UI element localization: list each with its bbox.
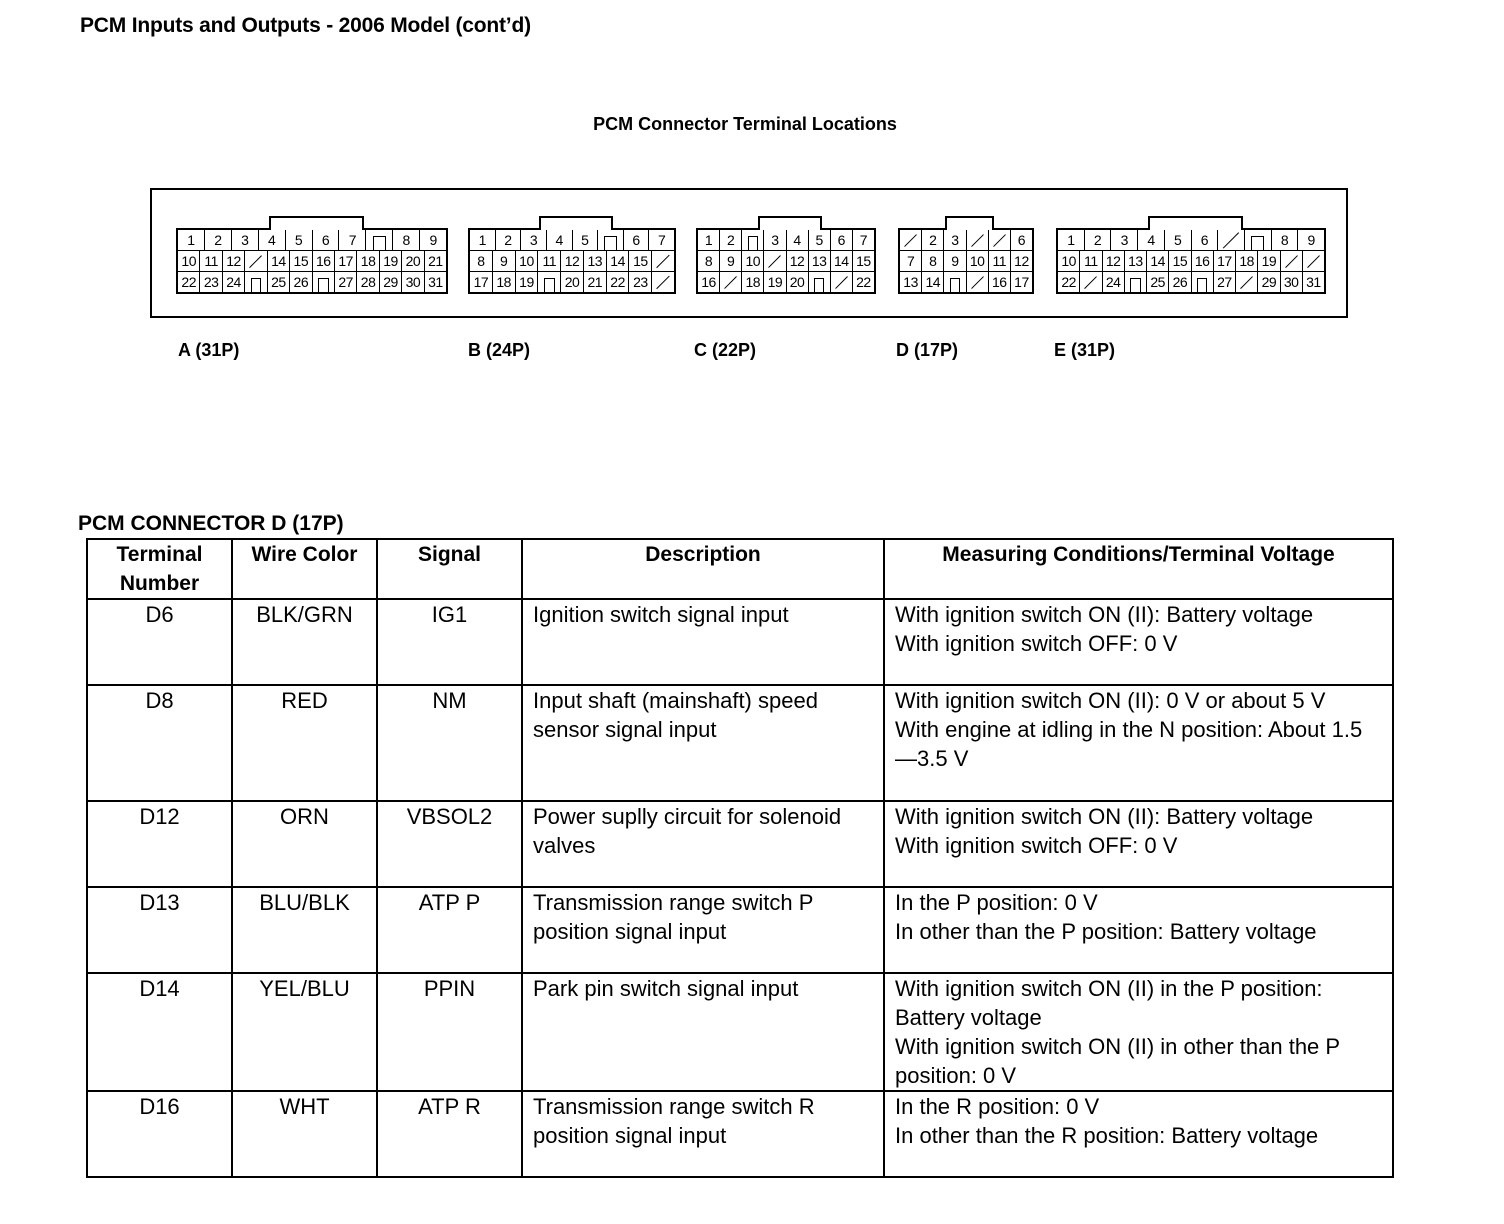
terminal-pin: 2 [720,230,742,251]
connector-latch [945,216,994,230]
signal-cell: VBSOL2 [377,801,522,887]
terminal-pin: 12 [223,251,245,272]
header-description: Description [522,539,884,599]
table-title: PCM CONNECTOR D (17P) [78,512,344,535]
terminal-pin: 21 [584,272,607,292]
terminal-cell: D14 [87,973,232,1091]
terminal-pin: 6 [831,230,853,251]
terminal-key-notch [1245,230,1272,251]
connector-d-label: D (17P) [896,340,959,360]
terminal-row [1058,251,1324,272]
terminal-pin: 17 [1214,251,1236,272]
terminal-blank [1236,272,1258,292]
terminal-pin: 2 [922,230,944,251]
terminal-pin: 19 [764,272,786,292]
terminal-row [1058,230,1324,251]
terminal-pin: 29 [380,272,402,292]
terminal-pin: 31 [428,274,443,290]
terminal-pin: 9 [420,230,446,251]
signal-cell: ATP P [377,887,522,973]
terminal-pin: 30 [402,272,424,292]
terminal-pin: 2 [496,230,522,251]
terminal-pin: 1 [470,230,496,251]
terminal-pin: 1 [1058,230,1085,251]
terminal-cell: D8 [87,685,232,801]
terminal-pin: 14 [922,272,944,292]
terminal-pin: 10 [516,251,539,272]
description-cell: Park pin switch signal input [522,973,884,1091]
terminal-pin: 1 [698,230,720,251]
header-terminal: Terminal Number [87,539,232,599]
terminal-pin: 24 [1103,272,1125,292]
terminal-pin: 10 [1058,251,1080,272]
condition-line: With ignition switch ON (II) in other than the P position: 0 V [895,1034,1340,1088]
terminal-pin: 25 [1147,272,1169,292]
connector-latch [269,216,364,230]
terminal-pin: 4 [1138,230,1165,251]
terminal-pin: 7 [853,230,874,251]
terminal-cell: D12 [87,801,232,887]
terminal-row [470,230,674,251]
terminal-pin: 18 [493,272,516,292]
terminal-pin: 16 [1192,251,1214,272]
terminal-pin: 13 [584,251,607,272]
connector-a-label: A (31P) [178,340,240,360]
condition-line: In other than the P position: Battery voltage [895,919,1317,944]
wire-color-cell: WHT [232,1091,377,1177]
header-wire-color: Wire Color [232,539,377,599]
terminal-pin: 29 [1258,272,1280,292]
description-cell: Power suplly circuit for solenoid valves [522,801,884,887]
terminal-pin: 9 [720,251,742,272]
terminal-blank [652,251,674,272]
terminal-key-notch [809,272,831,292]
terminal-pin: 14 [268,251,290,272]
terminal-pin: 13 [809,251,831,272]
terminal-pin: 9 [493,251,516,272]
terminal-pin: 12 [1011,251,1032,272]
terminal-pin: 8 [698,251,720,272]
condition-line: With ignition switch OFF: 0 V [895,631,1178,656]
terminal-pin: 12 [787,251,809,272]
terminal-pin: 12 [561,251,584,272]
terminal-pin: 6 [1192,230,1219,251]
terminal-pin: 8 [1272,230,1299,251]
terminal-row [178,272,446,292]
header-signal: Signal [377,539,522,599]
condition-line: In other than the R position: Battery voltage [895,1123,1319,1148]
conditions-cell [884,801,1393,887]
connector-latch [758,216,822,230]
conditions-cell [884,599,1393,685]
terminal-pin: 22 [607,272,630,292]
connector-d-table [86,538,1394,1178]
terminal-pin: 10 [967,251,989,272]
table-row [87,1091,1393,1177]
conditions-cell [884,973,1393,1091]
terminal-key-notch [245,272,267,292]
terminal-pin: 10 [742,251,764,272]
connector-a [176,228,448,294]
condition-line: With ignition switch OFF: 0 V [895,833,1178,858]
terminal-pin: 13 [1125,251,1147,272]
connector-b-label: B (24P) [468,340,531,360]
description-cell: Transmission range switch R position signal input [522,1091,884,1177]
terminal-pin: 3 [944,230,966,251]
terminal-pin: 1 [178,230,205,251]
terminal-pin: 8 [470,251,493,272]
terminal-pin: 17 [335,251,357,272]
terminal-pin: 18 [357,251,379,272]
terminal-row [1058,272,1324,292]
condition-line: With ignition switch ON (II): Battery voltage [895,602,1314,627]
condition-line: In the R position: 0 V [895,1094,1100,1119]
terminal-pin: 27 [335,272,357,292]
terminal-key-notch [1125,272,1147,292]
terminal-pin: 12 [1103,251,1125,272]
terminal-pin: 5 [1165,230,1192,251]
terminal-pin: 24 [223,272,245,292]
terminal-pin: 20 [787,272,809,292]
terminal-pin: 3 [232,230,259,251]
description-cell: Ignition switch signal input [522,599,884,685]
terminal-pin: 9 [1298,230,1324,251]
terminal-key-notch [944,272,966,292]
terminal-pin: 30 [1281,272,1303,292]
terminal-pin: 22 [856,274,871,290]
terminal-pin: 15 [1169,251,1191,272]
terminal-pin: 7 [339,230,366,251]
terminal-row [698,230,874,251]
description-cell: Input shaft (mainshaft) speed sensor signal input [522,685,884,801]
terminal-row [698,272,874,292]
terminal-pin: 4 [787,230,809,251]
terminal-row [470,251,674,272]
terminal-row [900,272,1032,292]
terminal-pin: 10 [178,251,200,272]
connector-d [898,228,1034,294]
condition-line: With ignition switch ON (II) in the P position: Battery voltage [895,976,1323,1030]
terminal-pin: 8 [922,251,944,272]
connector-latch [539,216,612,230]
terminal-pin: 17 [470,272,493,292]
terminal-pin: 6 [624,230,650,251]
terminal-cell: D16 [87,1091,232,1177]
diagram-title: PCM Connector Terminal Locations [593,114,897,134]
terminal-key-notch [366,230,393,251]
terminal-blank [720,272,742,292]
terminal-pin: 19 [380,251,402,272]
terminal-pin: 16 [989,272,1011,292]
terminal-pin: 17 [1014,274,1029,290]
terminal-pin: 26 [290,272,312,292]
terminal-pin: 21 [425,251,446,272]
terminal-cell: D6 [87,599,232,685]
terminal-key-notch [598,230,624,251]
signal-cell: IG1 [377,599,522,685]
connector-b [468,228,676,294]
terminal-pin: 31 [1306,274,1321,290]
terminal-pin: 13 [900,272,922,292]
terminal-pin: 11 [538,251,561,272]
signal-cell: NM [377,685,522,801]
terminal-pin: 20 [561,272,584,292]
table-row [87,887,1393,973]
terminal-pin: 25 [268,272,290,292]
terminal-blank [967,230,989,251]
terminal-key-notch [538,272,561,292]
terminal-pin: 15 [853,251,874,272]
table-row [87,599,1393,685]
terminal-blank [652,272,674,292]
pcm-housing [150,188,1348,318]
terminal-pin: 14 [1147,251,1169,272]
terminal-pin: 5 [573,230,599,251]
terminal-pin: 3 [521,230,547,251]
terminal-blank [831,272,853,292]
terminal-pin: 26 [1169,272,1191,292]
terminal-cell: D13 [87,887,232,973]
terminal-pin: 22 [178,272,200,292]
condition-line: With ignition switch ON (II): 0 V or about 5 V [895,688,1326,713]
connector-e [1056,228,1326,294]
terminal-blank [1080,272,1102,292]
terminal-row [900,251,1032,272]
table-header-row [87,539,1393,599]
terminal-blank [245,251,267,272]
terminal-pin: 28 [357,272,379,292]
wire-color-cell: ORN [232,801,377,887]
terminal-blank [1281,251,1303,272]
description-cell: Transmission range switch P position signal input [522,887,884,973]
terminal-pin: 22 [1058,272,1080,292]
terminal-pin: 2 [1085,230,1112,251]
connector-latch [1148,216,1242,230]
condition-line: With ignition switch ON (II): Battery voltage [895,804,1314,829]
terminal-pin: 20 [402,251,424,272]
wire-color-cell: YEL/BLU [232,973,377,1091]
terminal-pin: 6 [313,230,340,251]
terminal-pin: 23 [629,272,652,292]
terminal-blank [1303,251,1324,272]
terminal-pin: 7 [900,251,922,272]
terminal-pin: 23 [200,272,222,292]
terminal-pin: 7 [649,230,674,251]
terminal-pin: 18 [1236,251,1258,272]
terminal-pin: 11 [1080,251,1102,272]
terminal-pin: 19 [1258,251,1280,272]
terminal-pin: 15 [290,251,312,272]
header-conditions: Measuring Conditions/Terminal Voltage [884,539,1393,599]
terminal-key-notch [742,230,764,251]
table-row [87,685,1393,801]
terminal-key-notch [313,272,335,292]
terminal-row [470,272,674,292]
terminal-blank [1218,230,1245,251]
signal-cell: PPIN [377,973,522,1091]
terminal-pin: 5 [809,230,831,251]
table-row [87,801,1393,887]
page-title: PCM Inputs and Outputs - 2006 Model (cont’d) [80,14,531,37]
terminal-pin: 14 [607,251,630,272]
terminal-pin: 4 [547,230,573,251]
terminal-pin: 19 [516,272,539,292]
terminal-pin: 5 [286,230,313,251]
terminal-pin: 3 [1111,230,1138,251]
wire-color-cell: RED [232,685,377,801]
connector-e-label: E (31P) [1054,340,1116,360]
condition-line: With engine at idling in the N position: About 1.5—3.5 V [895,717,1363,771]
signal-cell: ATP R [377,1091,522,1177]
terminal-pin: 15 [629,251,652,272]
terminal-row [178,230,446,251]
terminal-blank [967,272,989,292]
terminal-pin: 9 [944,251,966,272]
terminal-key-notch [1192,272,1214,292]
table-row [87,973,1393,1091]
terminal-pin: 11 [200,251,222,272]
condition-line: In the P position: 0 V [895,890,1098,915]
terminal-blank [900,230,922,251]
terminal-pin: 11 [989,251,1011,272]
terminal-blank [764,251,786,272]
terminal-pin: 6 [1011,230,1032,251]
conditions-cell [884,1091,1393,1177]
terminal-row [178,251,446,272]
connector-c-label: C (22P) [694,340,757,360]
terminal-pin: 4 [259,230,286,251]
terminal-pin: 3 [764,230,786,251]
terminal-pin: 18 [742,272,764,292]
wire-color-cell: BLK/GRN [232,599,377,685]
terminal-pin: 8 [393,230,420,251]
conditions-cell [884,685,1393,801]
terminal-row [698,251,874,272]
conditions-cell [884,887,1393,973]
terminal-pin: 2 [205,230,232,251]
terminal-pin: 27 [1214,272,1236,292]
terminal-pin: 16 [698,272,720,292]
terminal-row [900,230,1032,251]
terminal-pin: 14 [831,251,853,272]
terminal-blank [989,230,1011,251]
terminal-pin: 16 [313,251,335,272]
connector-c [696,228,876,294]
wire-color-cell: BLU/BLK [232,887,377,973]
